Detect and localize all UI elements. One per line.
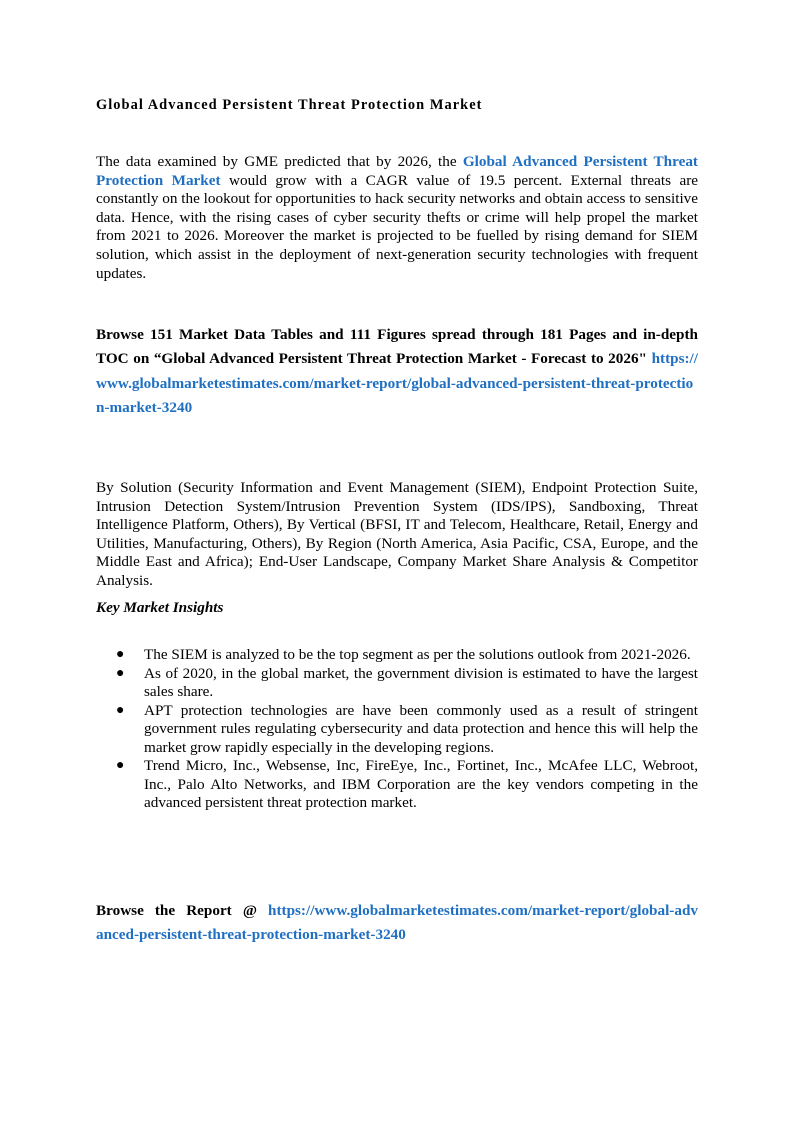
bullet-icon: ●: [116, 702, 125, 718]
intro-text-after-link: would grow with a CAGR value of 19.5 percent. External threats are constantly on the lookout for opportunities to hack security networks and obtain access to sensitive data. Hence, with the rising cases of cyber security thefts or crime will help propel the market from 2021 to 2026. Moreover the market is projected to be fuelled by rising demand for SIEM solution, which assist in the deployment of next-generation security technologies with frequent updates.: [96, 171, 699, 282]
insight-text: As of 2020, in the global market, the government division is estimated to have the largest sales share.: [144, 664, 698, 700]
bullet-icon: ●: [116, 758, 125, 773]
list-item: [96, 665, 698, 702]
browse-toc-url-link[interactable]: https://www.globalmarketestimates.com/market-report/global-advanced-persistent-threat-protection-market-3240: [96, 350, 698, 416]
insight-text: The SIEM is analyzed to be the top segment as per the solutions outlook from 2021-2026.: [144, 646, 691, 663]
market-report-link[interactable]: Global Advanced Persistent Threat Protection Market: [96, 153, 698, 189]
page-title: Global Advanced Persistent Threat Protection Market: [96, 97, 483, 113]
list-item: [96, 757, 698, 813]
browse-report-url-link[interactable]: https://www.globalmarketestimates.com/market-report/global-advanced-persistent-threat-protection-market-3240: [96, 902, 698, 944]
bullet-icon: ●: [116, 665, 125, 681]
insight-text: APT protection technologies are have been commonly used as a result of stringent government rules regulating cybersecurity and data protection and hence this will help the market grow rapidly especially in the developing regions.: [144, 701, 698, 756]
list-item: [96, 646, 698, 665]
browse-report-paragraph: [96, 899, 698, 948]
browse-toc-text: Browse 151 Market Data Tables and 111 Figures spread through 181 Pages and in-depth TOC on “Global Advanced Persistent Threat Protection Market - Forecast to 2026": [96, 326, 698, 368]
browse-toc-paragraph: [96, 323, 698, 420]
key-insights-heading: Key Market Insights: [96, 599, 224, 616]
browse-report-label: Browse the Report @: [96, 902, 269, 919]
bullet-icon: ●: [116, 647, 125, 662]
intro-text-before-link: The data examined by GME predicted that by 2026, the: [96, 153, 463, 170]
segmentation-paragraph: By Solution (Security Information and Event Management (SIEM), Endpoint Protection Suite, Intrusion Detection System/Intrusion Prevention System (IDS/IPS), Sandboxing, Threat Intelligence Platform, Others), By Vertical (BFSI, IT and Telecom, Healthcare, Retail, Energy and Utilities, Manufacturing, Others), By Region (North America, Asia Pacific, CSA, Europe, and the Middle East and Africa); End-User Landscape, Company Market Share Analysis & Competitor Analysis.: [96, 479, 698, 589]
insight-text: Trend Micro, Inc., Websense, Inc, FireEye, Inc., Fortinet, Inc., McAfee LLC, Webroot, Inc., Palo Alto Networks, and IBM Corporation are the key vendors competing in the advanced persistent threat protection market.: [144, 757, 698, 811]
list-item: [96, 702, 698, 758]
intro-paragraph: [96, 153, 698, 283]
key-insights-list: [96, 646, 698, 813]
